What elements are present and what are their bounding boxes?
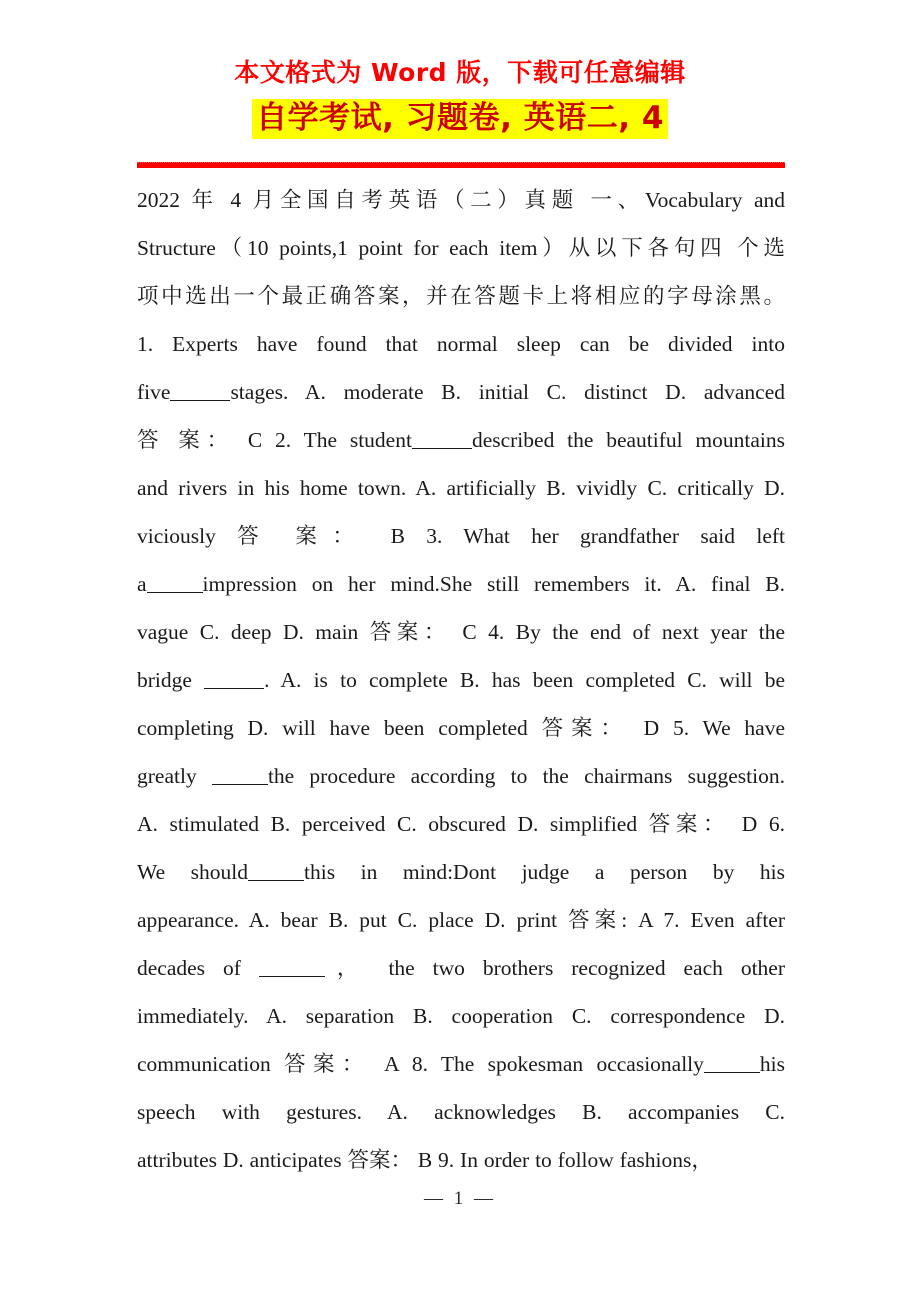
intro-line-3: 项中选出一个最正确答案，并在答题卡上将相应的字母涂黑。: [137, 284, 785, 308]
q3-text-a: a: [137, 572, 147, 596]
q3-text-b: impression on her mind.She still remembers it. A. final B.: [202, 572, 785, 596]
q1-text-b: five: [137, 380, 171, 404]
q5-answer-and-q6-stem: A. stimulated B. perceived C. obscured D. simplified 答案： D 6.: [137, 812, 785, 836]
question-8-line-2: [137, 1088, 785, 1136]
q7-text-b: ， the two brothers recognized each other: [324, 956, 786, 980]
q6-answer-and-q7-stem: appearance. A. bear B. put C. place D. print 答案: A 7. Even after: [137, 908, 785, 932]
q5-text-a: greatly: [137, 764, 197, 788]
q8-answer-blank: [704, 1072, 760, 1073]
word-format-banner: 本文格式为 Word 版，下载可任意编辑: [234, 58, 686, 87]
q6-text-b: this in mind:Dont judge a person by his: [304, 860, 785, 884]
question-2-line-1: [137, 416, 785, 464]
q7-text-c: immediately. A. separation B. cooperation C. correspondence D.: [137, 1004, 785, 1028]
q7-answer-and-q8-stem: communication 答案： A 8. The spokesman occasionally: [137, 1052, 704, 1076]
q6-text-a: We should: [137, 860, 248, 884]
q8-options: speech with gestures. A. acknowledges B. accompanies C.: [137, 1100, 785, 1124]
intro-line-1: 2022 年 4 月全国自考英语（二）真题 一、Vocabulary and: [137, 188, 785, 212]
question-2-line-2: [137, 464, 785, 512]
q3-answer-and-q4-stem: vague C. deep D. main 答案： C 4. By the end of next year the: [137, 620, 785, 644]
question-4-line-2: [137, 656, 785, 704]
page-title: 自学考试, 习题卷, 英语二, 4: [252, 99, 668, 139]
question-9-line-1: [137, 1136, 785, 1184]
q4-answer-and-q5-stem: completing D. will have been completed 答案： D 5. We have: [137, 716, 785, 740]
paragraph-intro-cont2: [137, 272, 785, 320]
q2-answer-blank: [412, 448, 472, 449]
question-6-line-2: [137, 848, 785, 896]
q5-text-b: the procedure according to the chairmans suggestion.: [267, 764, 785, 788]
q4-text-a: bridge: [137, 668, 192, 692]
document-title-row: [0, 99, 920, 139]
q8-text-a: his: [759, 1052, 785, 1076]
paragraph-intro: [137, 176, 785, 224]
q6-answer-blank: [248, 880, 304, 881]
document-body: [137, 176, 785, 1184]
question-5-line-2: [137, 752, 785, 800]
q5-answer-blank: [212, 784, 268, 785]
q2-answer-and-q3-stem: viciously 答 案： B 3. What her grandfather said left: [137, 524, 785, 548]
question-3-line-1: [137, 512, 785, 560]
q8-answer-and-q9-stem: attributes D. anticipates 答案： B 9. In order to follow fashions，: [137, 1148, 713, 1172]
question-7-line-3: [137, 992, 785, 1040]
q1-options: stages. A. moderate B. initial C. distinct D. advanced: [230, 380, 785, 404]
q2-text-b: and rivers in his home town. A. artificially B. vividly C. critically D.: [137, 476, 785, 500]
question-6-line-1: [137, 800, 785, 848]
q1-answer-and-q2-stem: 答 案： C 2. The student: [137, 428, 412, 452]
question-7-line-1: [137, 896, 785, 944]
question-7-line-2: [137, 944, 785, 992]
header-divider-rule: [137, 162, 785, 168]
q2-text-a: described the beautiful mountains: [471, 428, 785, 452]
paragraph-intro-cont: [137, 224, 785, 272]
q4-answer-blank: [204, 688, 264, 689]
question-1-line-1: [137, 320, 785, 368]
page-number: — 1 —: [424, 1188, 496, 1209]
question-3-line-2: [137, 560, 785, 608]
q1-answer-blank: [170, 400, 230, 401]
question-5-line-1: [137, 704, 785, 752]
question-1-line-2: [137, 368, 785, 416]
q1-text-a: 1. Experts have found that normal sleep can be divided into: [137, 332, 785, 356]
question-4-line-1: [137, 608, 785, 656]
q4-text-b: . A. is to complete B. has been completed C. will be: [264, 668, 786, 692]
document-header: [0, 0, 920, 139]
question-8-line-1: [137, 1040, 785, 1088]
intro-line-2: Structure（10 points,1 point for each item）从以下各句四 个选: [137, 236, 785, 260]
q7-answer-blank: [259, 976, 325, 977]
q7-text-a: decades of: [137, 956, 241, 980]
q3-answer-blank: [147, 592, 203, 593]
